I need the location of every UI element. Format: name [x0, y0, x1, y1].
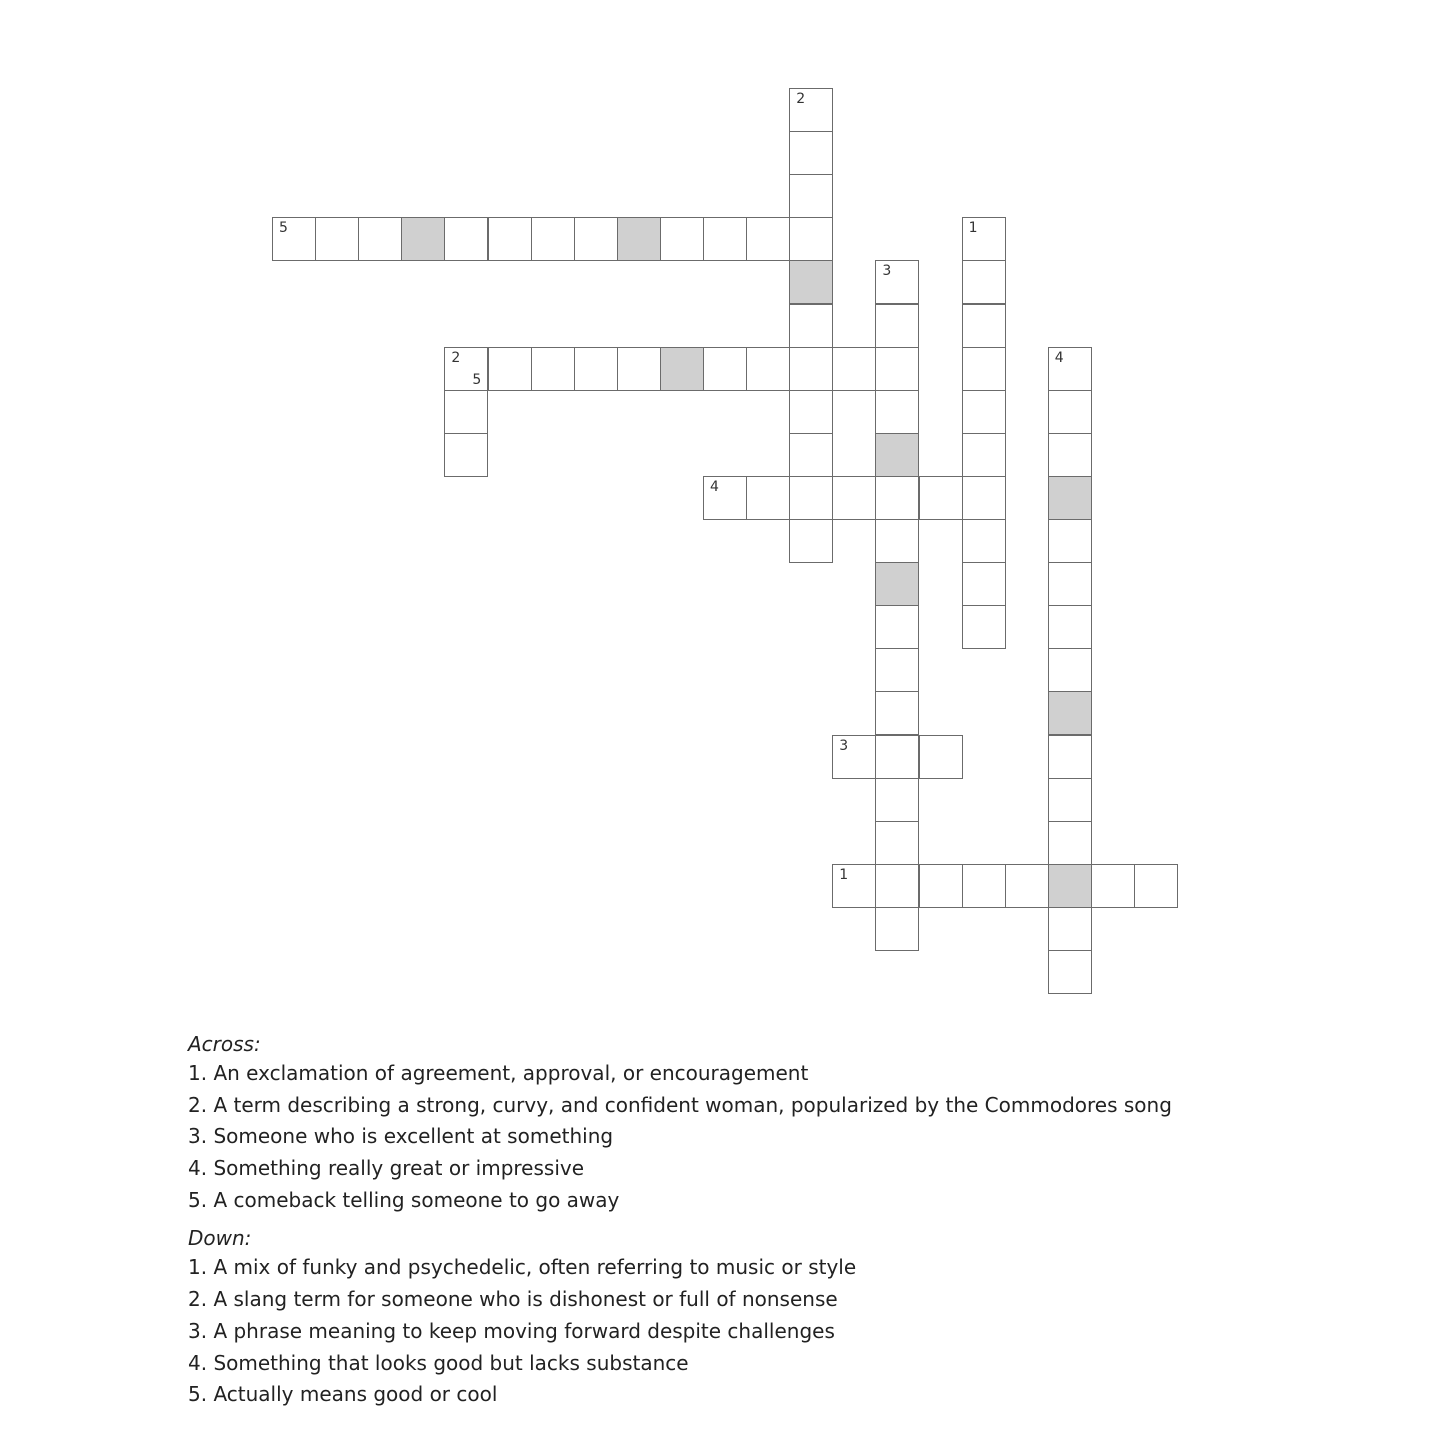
grid-cell[interactable] — [789, 390, 833, 434]
clues-panel — [188, 1030, 1388, 1411]
grid-cell[interactable] — [875, 778, 919, 822]
grid-cell[interactable] — [488, 217, 532, 261]
grid-cell[interactable] — [444, 433, 488, 477]
grid-cell[interactable] — [962, 519, 1006, 563]
clue-number-label: 3 — [882, 263, 892, 280]
down-clue-2: 2. A slang term for someone who is dishonest or full of nonsense — [188, 1287, 838, 1312]
grid-cell[interactable] — [703, 217, 747, 261]
grid-cell[interactable] — [962, 562, 1006, 606]
across-clue-5: 5. A comeback telling someone to go away — [188, 1187, 620, 1212]
clue-number-label: 1 — [839, 866, 849, 883]
grid-cell[interactable] — [574, 217, 618, 261]
grid-cell[interactable] — [832, 476, 876, 520]
grid-cell[interactable] — [875, 390, 919, 434]
grid-cell[interactable] — [962, 433, 1006, 477]
clue-number-label: 4 — [1054, 349, 1064, 366]
grid-cell[interactable] — [746, 217, 790, 261]
grid-cell[interactable] — [1048, 907, 1092, 951]
grid-cell[interactable] — [962, 260, 1006, 304]
grid-cell[interactable] — [444, 217, 488, 261]
across-clue-3: 3. Someone who is excellent at something — [188, 1124, 614, 1149]
down-heading: Down: — [188, 1226, 252, 1251]
grid-cell[interactable] — [574, 347, 618, 391]
clue-number-label: 2 — [451, 349, 461, 366]
grid-cell[interactable] — [488, 347, 532, 391]
grid-cell[interactable] — [962, 864, 1006, 908]
grid-cell[interactable] — [875, 519, 919, 563]
grid-cell[interactable] — [617, 347, 661, 391]
grid-cell[interactable] — [746, 347, 790, 391]
grid-cell[interactable] — [962, 390, 1006, 434]
grid-cell[interactable] — [875, 476, 919, 520]
across-heading: Across: — [188, 1032, 261, 1056]
grid-cell[interactable] — [962, 476, 1006, 520]
grid-cell[interactable] — [1048, 648, 1092, 692]
grid-cell[interactable] — [875, 347, 919, 391]
grid-cell[interactable] — [875, 821, 919, 865]
grid-cell[interactable] — [919, 735, 963, 779]
grid-cell[interactable] — [875, 605, 919, 649]
grid-cell[interactable] — [1048, 950, 1092, 994]
grid-cell[interactable] — [1134, 864, 1178, 908]
grid-cell[interactable] — [703, 347, 747, 391]
grid-cell[interactable] — [746, 476, 790, 520]
grid-cell[interactable] — [789, 174, 833, 218]
grid-cell[interactable] — [832, 347, 876, 391]
grid-cell[interactable] — [962, 304, 1006, 348]
grid-cell[interactable] — [1048, 562, 1092, 606]
across-clue-1: 1. An exclamation of agreement, approval, or encouragement — [188, 1061, 809, 1085]
grid-cell[interactable] — [660, 217, 704, 261]
grid-cell[interactable] — [789, 217, 833, 261]
grid-cell[interactable] — [789, 304, 833, 348]
grid-cell[interactable] — [875, 735, 919, 779]
grid-cell[interactable] — [789, 131, 833, 175]
grid-cell[interactable] — [789, 347, 833, 391]
grid-cell[interactable] — [875, 907, 919, 951]
grid-cell[interactable] — [358, 217, 402, 261]
grid-cell[interactable] — [1048, 390, 1092, 434]
blank-cell — [617, 217, 661, 261]
blank-cell — [1048, 864, 1092, 908]
grid-cell[interactable] — [1048, 821, 1092, 865]
blank-cell — [401, 217, 445, 261]
blank-cell — [1048, 691, 1092, 735]
grid-cell[interactable] — [531, 217, 575, 261]
grid-cell[interactable] — [789, 476, 833, 520]
grid-cell[interactable] — [875, 648, 919, 692]
down-clue-1: 1. A mix of funky and psychedelic, often referring to music or style — [188, 1255, 857, 1280]
grid-cell[interactable] — [789, 433, 833, 477]
down-clue-4: 4. Something that looks good but lacks substance — [188, 1350, 689, 1375]
grid-cell[interactable] — [1048, 519, 1092, 563]
grid-cell[interactable] — [919, 476, 963, 520]
down-clue-5: 5. Actually means good or cool — [188, 1382, 498, 1407]
clue-number-label: 4 — [710, 478, 719, 495]
blank-cell — [875, 433, 919, 477]
grid-cell[interactable] — [444, 390, 488, 434]
grid-cell[interactable] — [1048, 778, 1092, 822]
grid-cell[interactable] — [875, 864, 919, 908]
across-clue-4: 4. Something really great or impressive — [188, 1156, 585, 1181]
grid-cell[interactable] — [1048, 735, 1092, 779]
blank-cell — [1048, 476, 1092, 520]
grid-cell[interactable] — [1048, 605, 1092, 649]
down-clue-3: 3. A phrase meaning to keep moving forward despite challenges — [188, 1318, 835, 1343]
clue-number-label: 1 — [968, 220, 978, 237]
grid-cell[interactable] — [962, 605, 1006, 649]
clue-gap — [188, 1216, 1388, 1224]
grid-cell[interactable] — [875, 691, 919, 735]
blank-cell — [789, 260, 833, 304]
grid-cell[interactable] — [315, 217, 359, 261]
grid-cell[interactable] — [919, 864, 963, 908]
blank-cell — [875, 562, 919, 606]
grid-cell[interactable] — [1048, 433, 1092, 477]
across-clue-2: 2. A term describing a strong, curvy, and confident woman, popularized by the Commodores song — [188, 1092, 1172, 1117]
grid-cell[interactable] — [789, 519, 833, 563]
clue-number-label: 2 — [796, 91, 806, 107]
clue-number-label: 5 — [279, 220, 288, 237]
grid-cell[interactable] — [875, 304, 919, 348]
clue-number-label: 5 — [472, 371, 482, 388]
clue-number-label: 3 — [839, 737, 849, 754]
blank-cell — [660, 347, 704, 391]
grid-cell[interactable] — [531, 347, 575, 391]
grid-cell[interactable] — [962, 347, 1006, 391]
grid-cell[interactable] — [1005, 864, 1049, 908]
grid-cell[interactable] — [1091, 864, 1135, 908]
